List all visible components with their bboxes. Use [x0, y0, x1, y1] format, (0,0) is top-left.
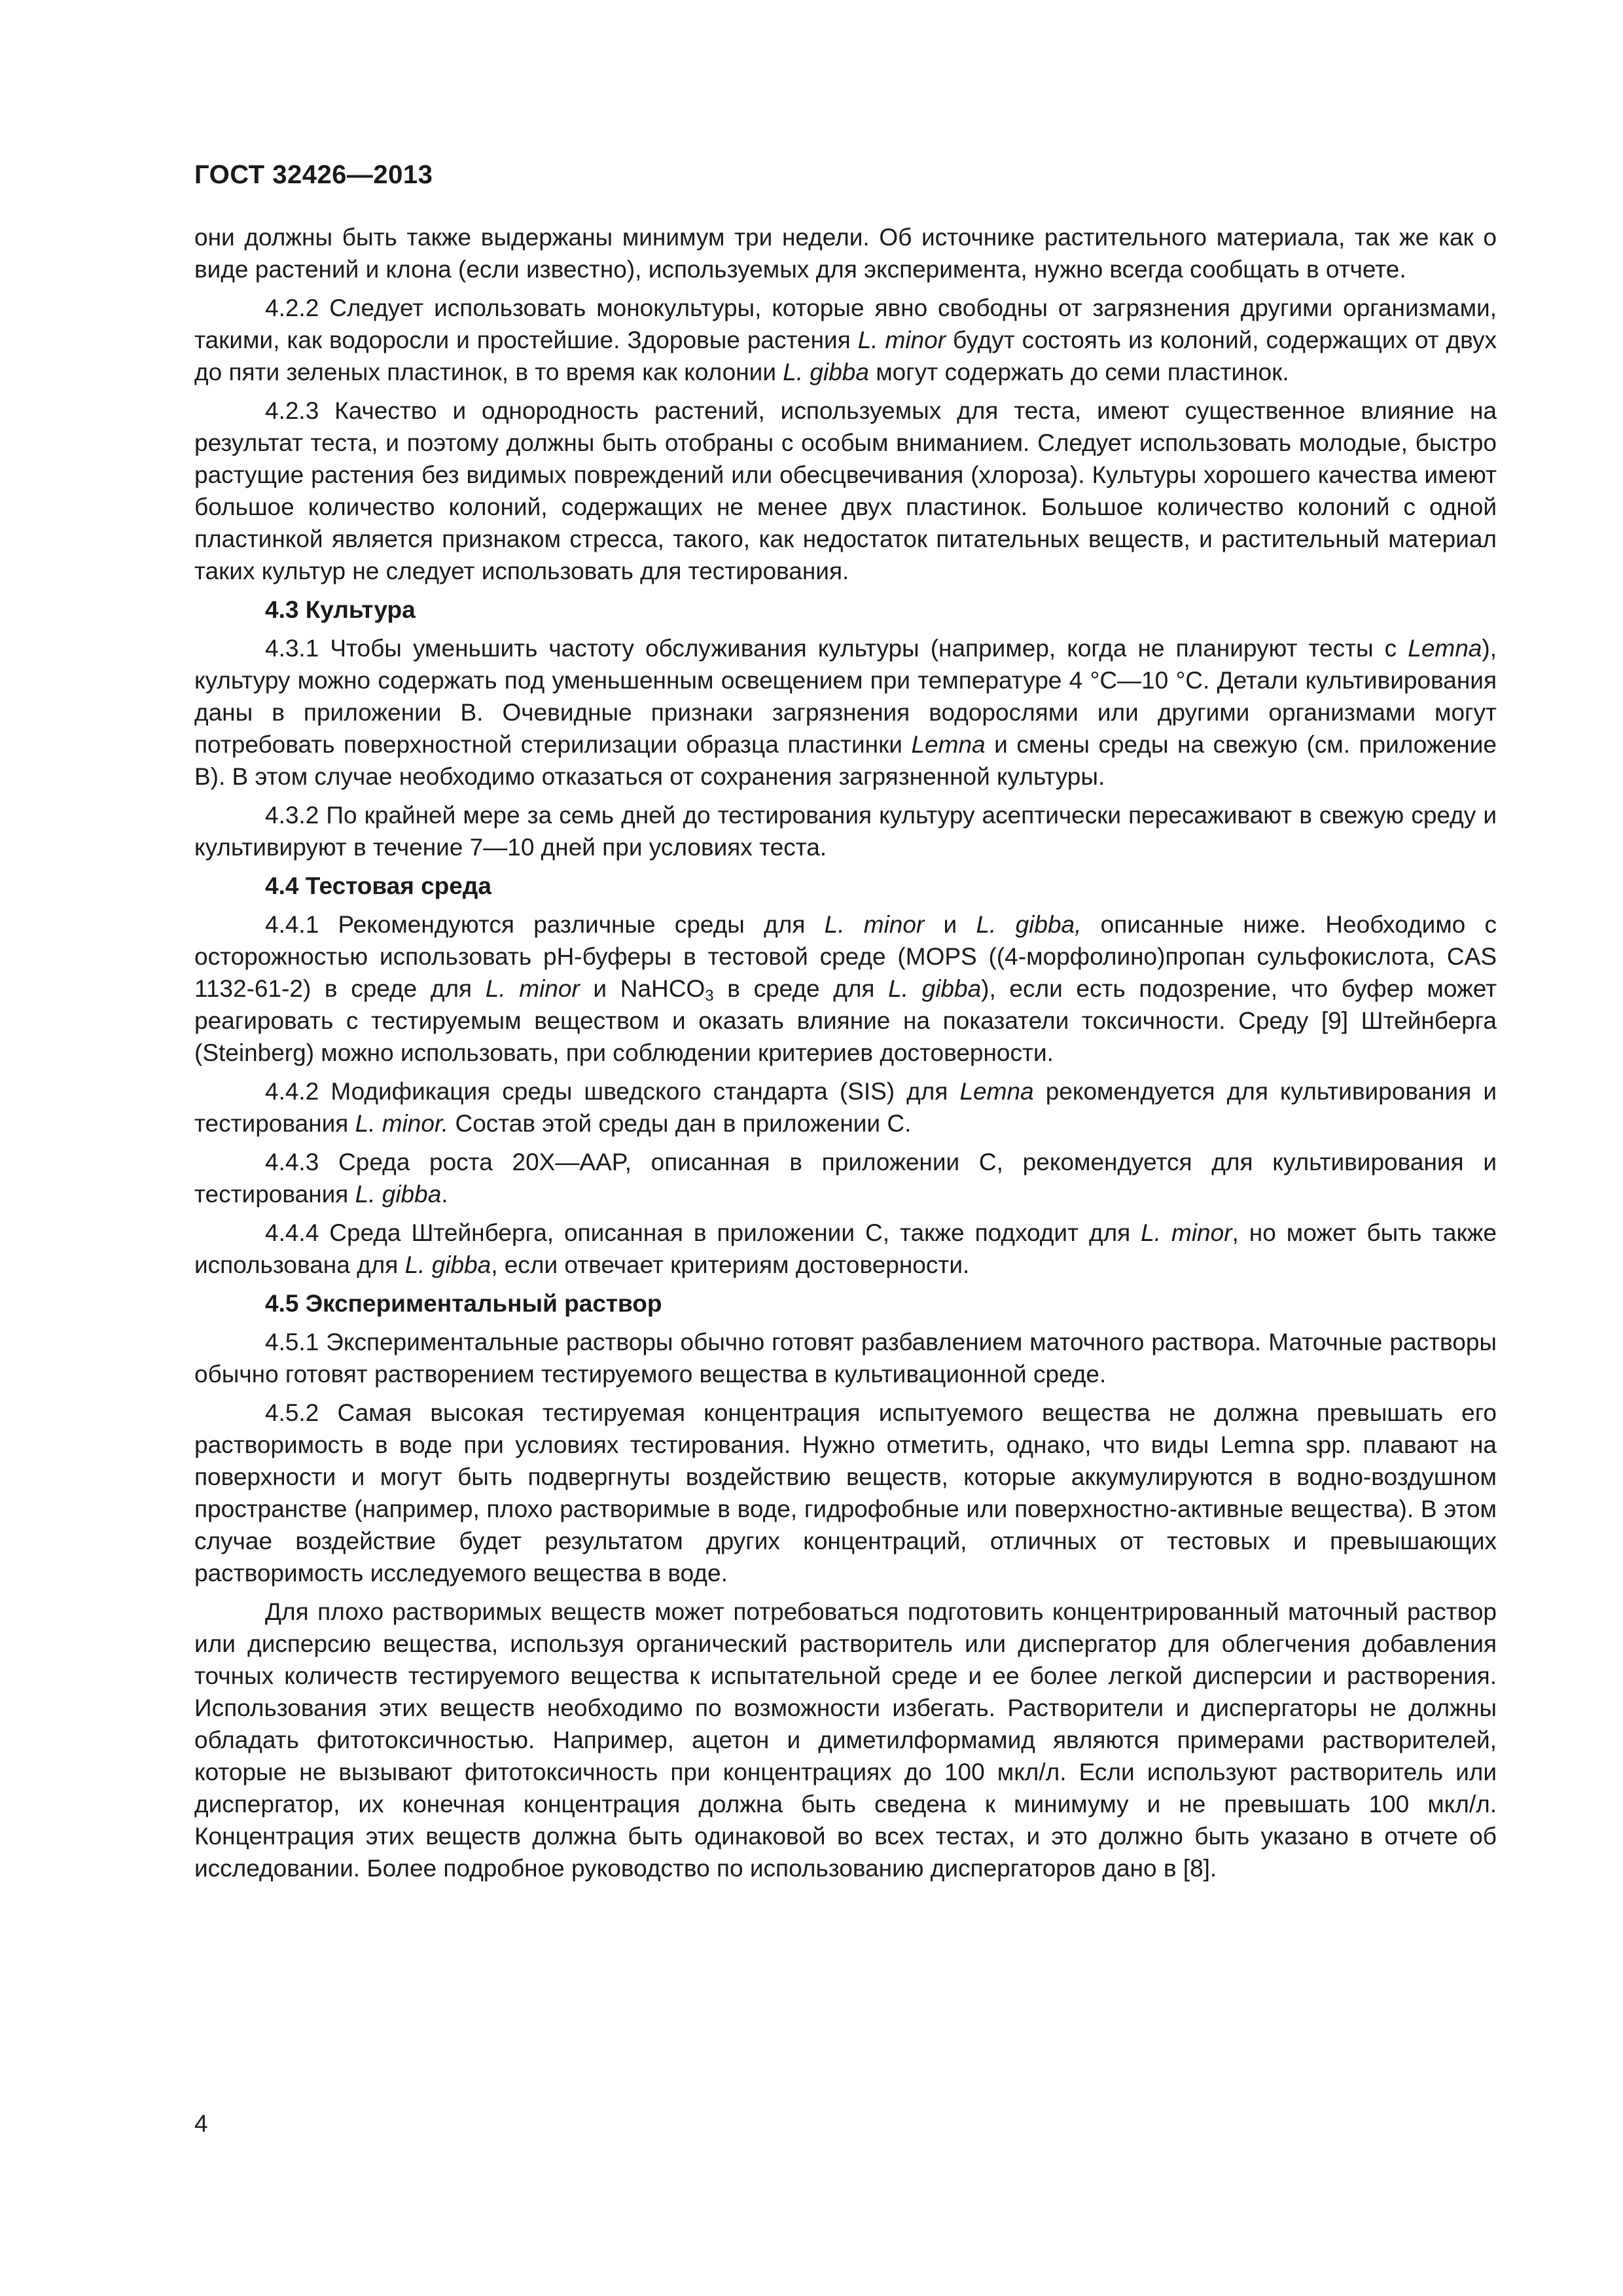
document-code-header: ГОСТ 32426—2013	[194, 160, 433, 189]
paragraph-4-3-1: 4.3.1 Чтобы уменьшить частоту обслуживания культуры (например, когда не планируют тесты с Lemna), культуру можно содержать под уменьшенным освещением при температуре 4 °С—10 °С. Детали культивирования даны в приложении В. Очевидные признаки загрязнения водорослями или другими организмами могут потребовать поверхностной стерилизации образца пластинки Lemna и смены среды на свежую (см. приложение В). В этом случае необходимо отказаться от сохранения загрязненной культуры.	[194, 635, 1497, 790]
paragraph-4-3-2: 4.3.2 По крайней мере за семь дней до тестирования культуру асептически пересаживают в свежую среду и культивируют в течение 7—10 дней при условиях теста.	[194, 802, 1497, 861]
document-page	[194, 157, 1497, 1891]
paragraph-4-2-3: 4.2.3 Качество и однородность растений, используемых для теста, имеют существенное влияние на результат теста, и поэтому должны быть отобраны с особым вниманием. Следует использовать молодые, быстро растущие растения без видимых повреждений или обесцвечивания (хлороза). Культуры хорошего качества имеют большое количество колоний, содержащих не менее двух пластинок. Большое количество колоний с одной пластинкой является признаком стресса, такого, как недостаток питательных веществ, и растительный материал таких культур не следует использовать для тестирования.	[194, 397, 1497, 584]
page-number: 4	[194, 2110, 208, 2137]
paragraph-4-4-4: 4.4.4 Среда Штейнберга, описанная в приложении С, также подходит для L. minor, но может быть также использована для L. gibba, если отвечает критериям достоверности.	[194, 1219, 1497, 1278]
document-body	[194, 221, 1497, 1884]
paragraph-4-4-3: 4.4.3 Среда роста 20X—AAP, описанная в приложении С, рекомендуется для культивирования и тестирования L. gibba.	[194, 1149, 1497, 1208]
paragraph-4-4-2: 4.4.2 Модификация среды шведского стандарта (SIS) для Lemna рекомендуется для культивирования и тестирования L. minor. Состав этой среды дан в приложении С.	[194, 1078, 1497, 1137]
paragraph-4-2-2: 4.2.2 Следует использовать монокультуры, которые явно свободны от загрязнения другими организмами, такими, как водоросли и простейшие. Здоровые растения L. minor будут состоять из колоний, содержащих от двух до пяти зеленых пластинок, в то время как колонии L. gibba могут содержать до семи пластинок.	[194, 295, 1497, 386]
paragraph-continuation: они должны быть также выдержаны минимум три недели. Об источнике растительного материала, так же как о виде растений и клона (если известно), используемых для эксперимента, нужно всегда сообщать в отчете.	[194, 224, 1497, 283]
paragraph-4-4-1: 4.4.1 Рекомендуются различные среды для L. minor и L. gibba, описанные ниже. Необходимо с осторожностью использовать pH-буферы в тестовой среде (MOPS ((4-морфолино)пропан сульфокислота, CAS 1132-61-2) в среде для L. minor и NaHCO$_3$ в среде для L. gibba), если есть подозрение, что буфер может реагировать с тестируемым веществом и оказать влияние на показатели токсичности. Среду [9] Штейнберга (Steinberg) можно использовать, при соблюдении критериев достоверности.	[194, 911, 1497, 1066]
paragraph-4-5-2: 4.5.2 Самая высокая тестируемая концентрация испытуемого вещества не должна превышать его растворимость в воде при условиях тестирования. Нужно отметить, однако, что виды Lemna spp. плавают на поверхности и могут быть подвергнуты воздействию веществ, которые аккумулируются в водно-воздушном пространстве (например, плохо растворимые в воде, гидрофобные или поверхностно-активные вещества). В этом случае воздействие будет результатом других концентраций, отличных от тестовых и превышающих растворимость исследуемого вещества в воде.	[194, 1399, 1497, 1587]
paragraph-solvents: Для плохо растворимых веществ может потребоваться подготовить концентрированный маточный раствор или дисперсию вещества, используя органический растворитель или диспергатор для облегчения добавления точных количеств тестируемого вещества к испытательной среде и ее более легкой дисперсии и растворения. Использования этих веществ необходимо по возможности избегать. Растворители и диспергаторы не должны обладать фитотоксичностью. Например, ацетон и диметилформамид являются примерами растворителей, которые не вызывают фитотоксичность при концентрациях до 100 мкл/л. Если используют растворитель или диспергатор, их конечная концентрация должна быть сведена к минимуму и не превышать 100 мкл/л. Концентрация этих веществ должна быть одинаковой во всех тестах, и это должно быть указано в отчете об исследовании. Более подробное руководство по использованию диспергаторов дано в [8].	[194, 1598, 1497, 1882]
paragraph-4-5-1: 4.5.1 Экспериментальные растворы обычно готовят разбавлением маточного раствора. Маточные растворы обычно готовят растворением тестируемого вещества в культивационной среде.	[194, 1329, 1497, 1388]
section-heading-4-5: 4.5 Экспериментальный раствор	[265, 1290, 662, 1317]
section-heading-4-4: 4.4 Тестовая среда	[265, 872, 491, 899]
section-heading-4-3: 4.3 Культура	[265, 596, 416, 623]
